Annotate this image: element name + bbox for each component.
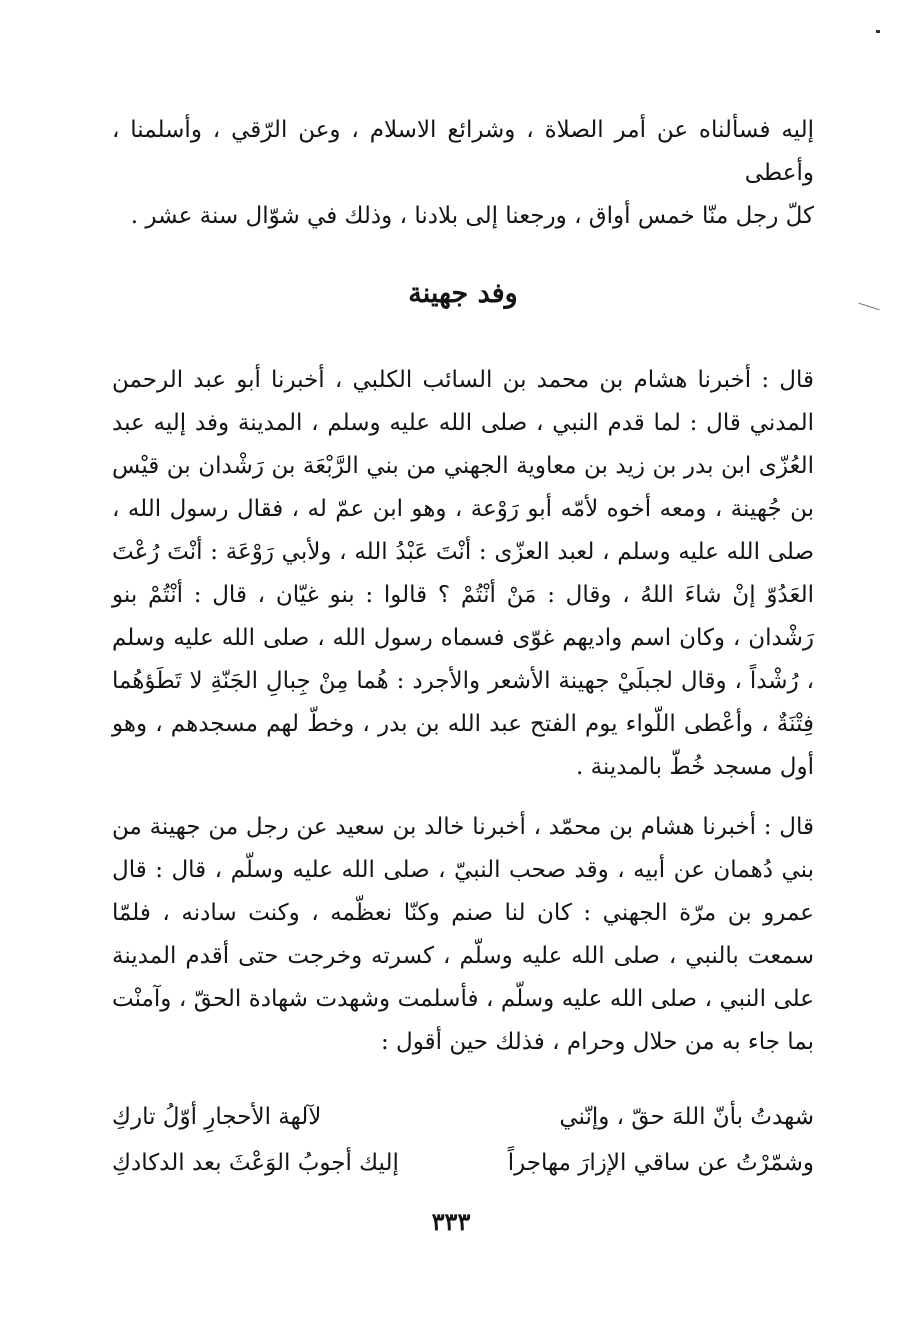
intro-paragraph [112, 109, 814, 238]
poem-verse [112, 1094, 814, 1140]
paragraph-1-text: قال : أخبرنا هشام بن محمد بن السائب الكلبي ، أخبرنا أبو عبد الرحمن المدني قال : لما قدم النبي ، صلى الله عليه وسلم ، المدينة وفد إليه عبد العُزّى ابن بدر بن زيد بن معاوية الجهني من بني الرَّبْعَة بن رَشْدان بن قيْس بن جُهينة ، ومعه أخوه لأمّه أبو رَوْعة ، وهو ابن عمّ له ، فقال رسول الله ، صلى الله عليه وسلم ، لعبد العزّى : أنْتَ عَبْدُ الله ، ولأبي رَوْعَة : أنْتَ رُعْتَ العَدُوّ إنْ شاءَ اللهُ ، وقال : مَنْ أنْتُمْ ؟ قالوا : بنو غيّان ، قال : أنْتُمْ بنو رَشْدان ، وكان اسم واديهم غوّى فسماه رسول الله ، صلى الله عليه وسلم ، رُشْداً ، وقال لجبلَيْ جهينة الأشعر والأجرد : هُما مِنْ جِبالِ الجَنّةِ لا تَطَؤهُما فِتْنَةٌ ، وأعْطى اللّواء يوم الفتح عبد الله بن بدر ، وخطّ لهم مسجدهم ، وهو أول مسجد خُطّ بالمدينة . [112, 367, 814, 780]
verse-1-second-hemistich: لآلهة الأحجارِ أوّلُ تاركِ [112, 1104, 322, 1130]
poem [112, 1094, 814, 1186]
scan-speck [876, 30, 880, 33]
intro-line-1: إليه فسألناه عن أمر الصلاة ، وشرائع الاسلام ، وعن الرّقي ، وأسلمنا ، وأعطى [112, 117, 814, 186]
verse-1-first-hemistich: شهدتُ بأنّ اللهَ حقّ ، وإنّني [559, 1104, 814, 1130]
page-number: ٣٣٣ [431, 1207, 471, 1236]
poem-verse [112, 1140, 814, 1186]
scan-mark [858, 303, 879, 311]
paragraph-2 [112, 806, 814, 1064]
verse-2-first-hemistich: وشمّرْتُ عن ساقي الإزارَ مهاجراً [507, 1150, 814, 1176]
section-heading: وفد جهينة [408, 278, 518, 309]
intro-line-2: كلّ رجل منّا خمس أواق ، ورجعنا إلى بلادنا ، وذلك في شوّال سنة عشر . [130, 203, 814, 229]
paragraph-2-text: قال : أخبرنا هشام بن محمّد ، أخبرنا خالد بن سعيد عن رجل من جهينة من بني دُهمان عن أبيه ، وقد صحب النبيّ ، صلى الله عليه وسلّم ، قال : قال عمرو بن مرّة الجهني : كان لنا صنم وكنّا نعظّمه ، وكنت سادنه ، فلمّا سمعت بالنبي ، صلى الله عليه وسلّم ، كسرته وخرجت حتى أقدم المدينة على النبي ، صلى الله عليه وسلّم ، فأسلمت وشهدت شهادة الحقّ ، وآمنْت بما جاء به من حلال وحرام ، فذلك حين أقول : [112, 814, 814, 1055]
paragraph-1 [112, 359, 814, 789]
verse-2-second-hemistich: إليك أجوبُ الوَعْثَ بعد الدكادكِ [112, 1150, 399, 1176]
